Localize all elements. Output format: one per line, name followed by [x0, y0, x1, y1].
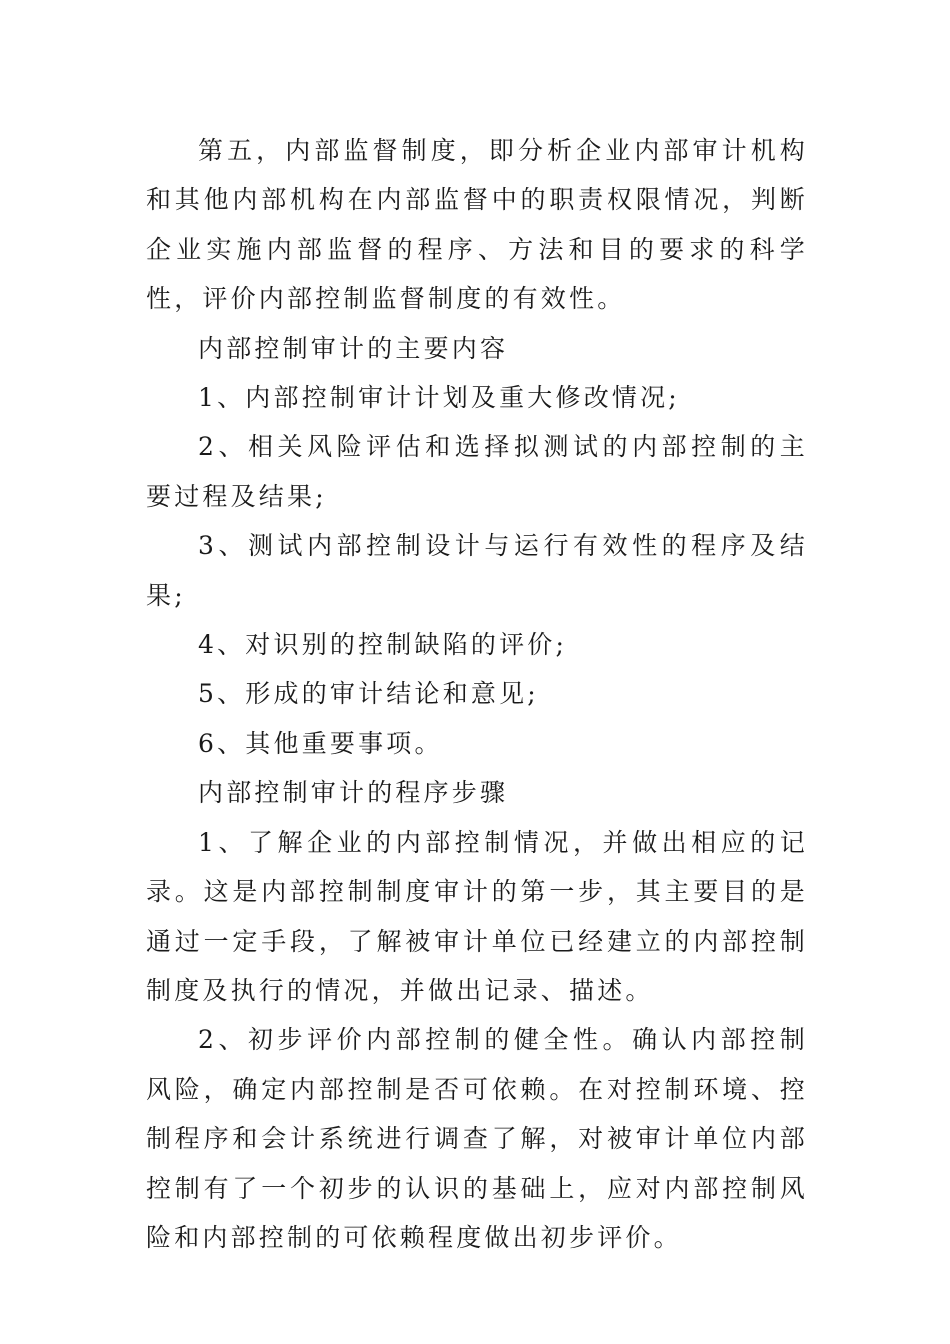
list-item: 6、其他重要事项。	[198, 728, 443, 758]
list-item: 5、形成的审计结论和意见;	[198, 679, 539, 709]
paragraph-internal-supervision: 第五，内部监督制度，即分析企业内部审计机构和其他内部机构在内部监督中的职责权限情况，判断企业实施内部监督的程序、方法和目的要求的科学性，评价内部控制监督制度的有效性。	[146, 136, 808, 314]
procedure-step: 1、了解企业的内部控制情况，并做出相应的记录。这是内部控制制度审计的第一步，其主要目的是通过一定手段，了解被审计单位已经建立的内部控制制度及执行的情况，并做出记录、描述。	[146, 827, 808, 1005]
list-item: 4、对识别的控制缺陷的评价;	[198, 630, 568, 660]
heading-procedure-steps: 内部控制审计的程序步骤	[198, 778, 509, 808]
list-item: 3、测试内部控制设计与运行有效性的程序及结果;	[146, 531, 808, 610]
list-item: 2、相关风险评估和选择拟测试的内部控制的主要过程及结果;	[146, 432, 808, 511]
document-page	[146, 126, 808, 1262]
list-item: 1、内部控制审计计划及重大修改情况;	[198, 383, 680, 413]
procedure-step: 2、初步评价内部控制的健全性。确认内部控制风险，确定内部控制是否可依赖。在对控制环境、控制程序和会计系统进行调查了解，对被审计单位内部控制有了一个初步的认识的基础上，应对内部控制风险和内部控制的可依赖程度做出初步评价。	[146, 1025, 808, 1252]
heading-main-content: 内部控制审计的主要内容	[198, 333, 509, 363]
